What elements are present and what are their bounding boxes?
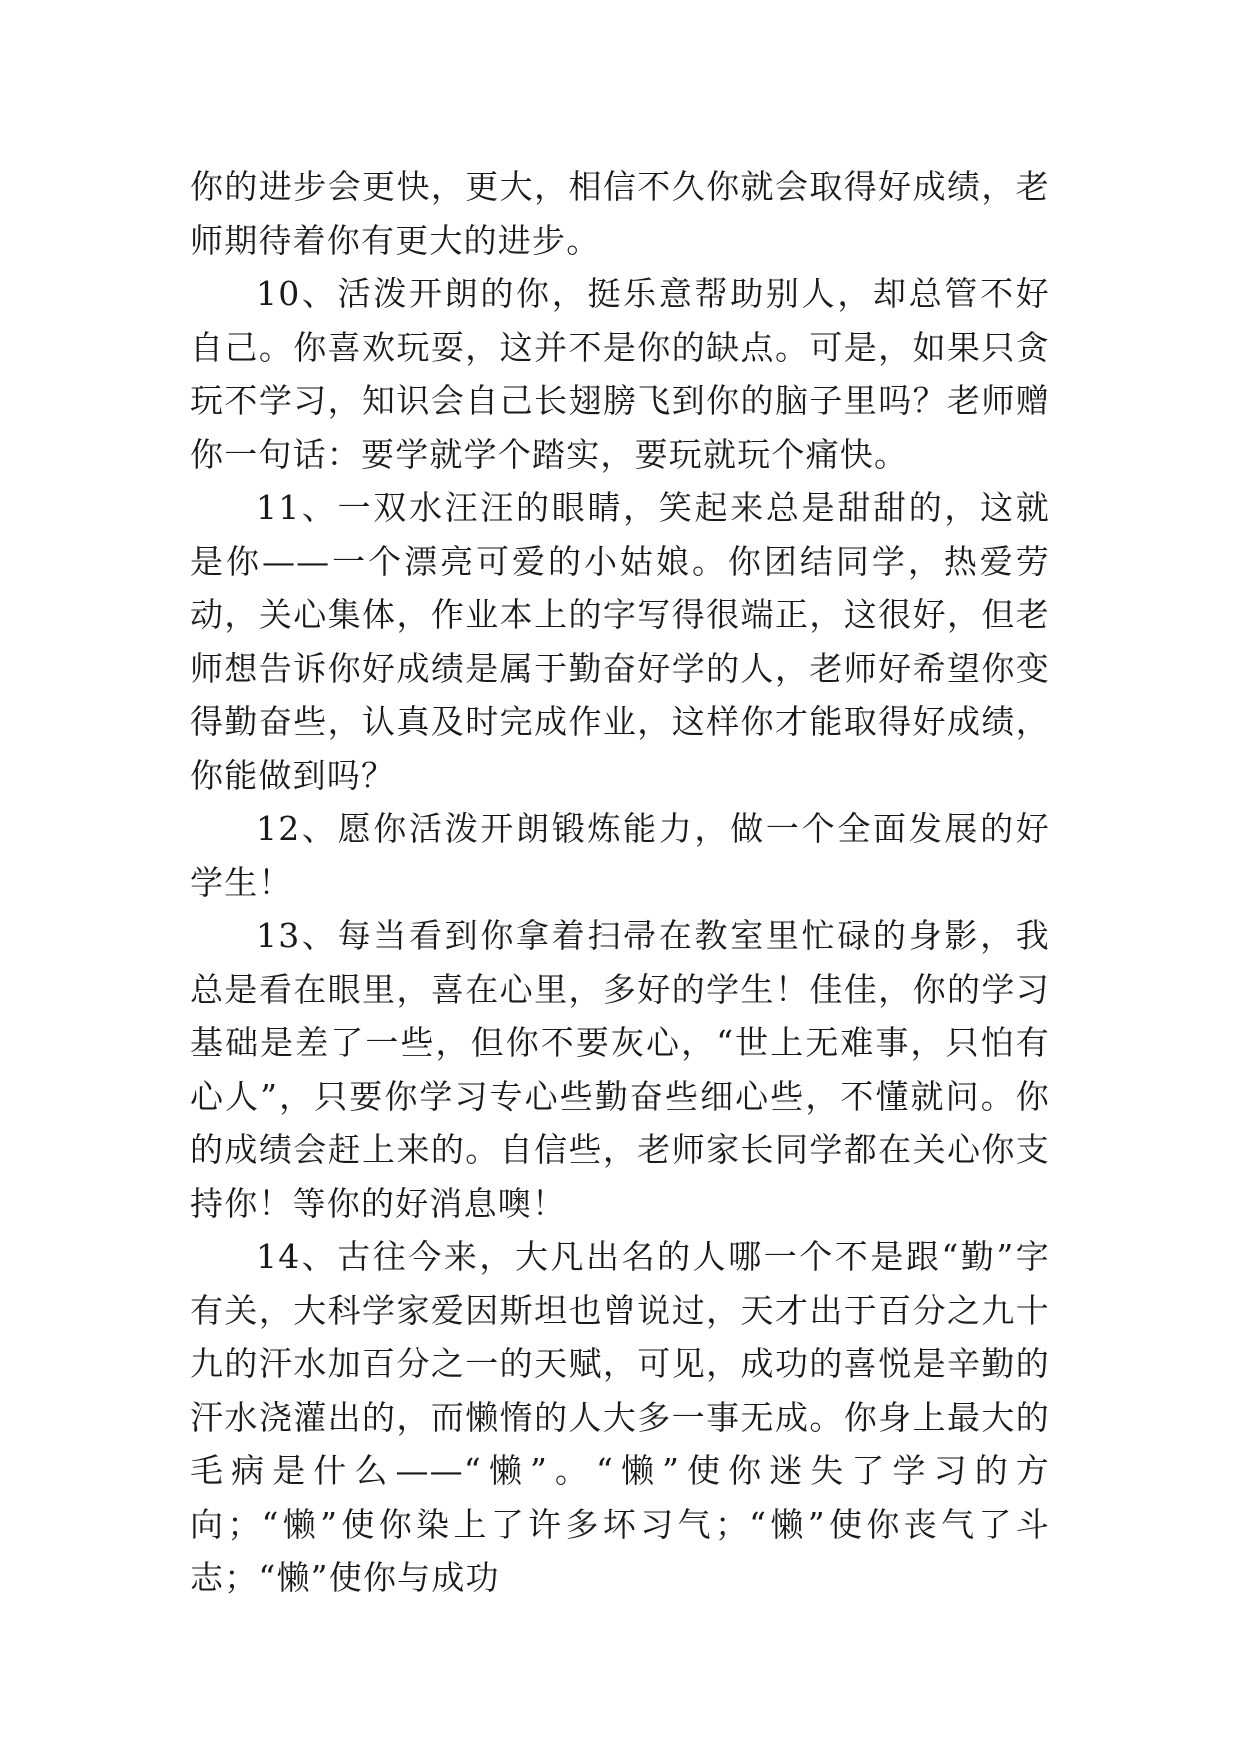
paragraph-continuation: 你的进步会更快，更大，相信不久你就会取得好成绩，老师期待着你有更大的进步。 bbox=[190, 167, 1050, 260]
paragraph-comment-10: 10、活泼开朗的你，挺乐意帮助别人，却总管不好自己。你喜欢玩耍，这并不是你的缺点。可是，如果只贪玩不学习，知识会自己长翅膀飞到你的脑子里吗？老师赠你一句话：要学就学个踏实，要玩就玩个痛快。 bbox=[190, 274, 1050, 474]
paragraph-comment-11: 11、一双水汪汪的眼睛，笑起来总是甜甜的，这就是你——一个漂亮可爱的小姑娘。你团结同学，热爱劳动，关心集体，作业本上的字写得很端正，这很好，但老师想告诉你好成绩是属于勤奋好学的人，老师好希望你变得勤奋些，认真及时完成作业，这样你才能取得好成绩，你能做到吗？ bbox=[190, 488, 1050, 795]
paragraph-comment-12: 12、愿你活泼开朗锻炼能力，做一个全面发展的好学生！ bbox=[190, 809, 1050, 902]
document-body bbox=[190, 160, 1050, 1605]
paragraph-comment-14: 14、古往今来，大凡出名的人哪一个不是跟“勤”字有关，大科学家爱因斯坦也曾说过，天才出于百分之九十九的汗水加百分之一的天赋，可见，成功的喜悦是辛勤的汗水浇灌出的，而懒惰的人大多一事无成。你身上最大的毛病是什么——“懒”。“懒”使你迷失了学习的方向；“懒”使你染上了许多坏习气；“懒”使你丧气了斗志；“懒”使你与成功 bbox=[190, 1237, 1050, 1597]
paragraph-comment-13: 13、每当看到你拿着扫帚在教室里忙碌的身影，我总是看在眼里，喜在心里，多好的学生！佳佳，你的学习基础是差了一些，但你不要灰心，“世上无难事，只怕有心人”，只要你学习专心些勤奋些细心些，不懂就问。你的成绩会赶上来的。自信些，老师家长同学都在关心你支持你！等你的好消息噢！ bbox=[190, 916, 1050, 1223]
